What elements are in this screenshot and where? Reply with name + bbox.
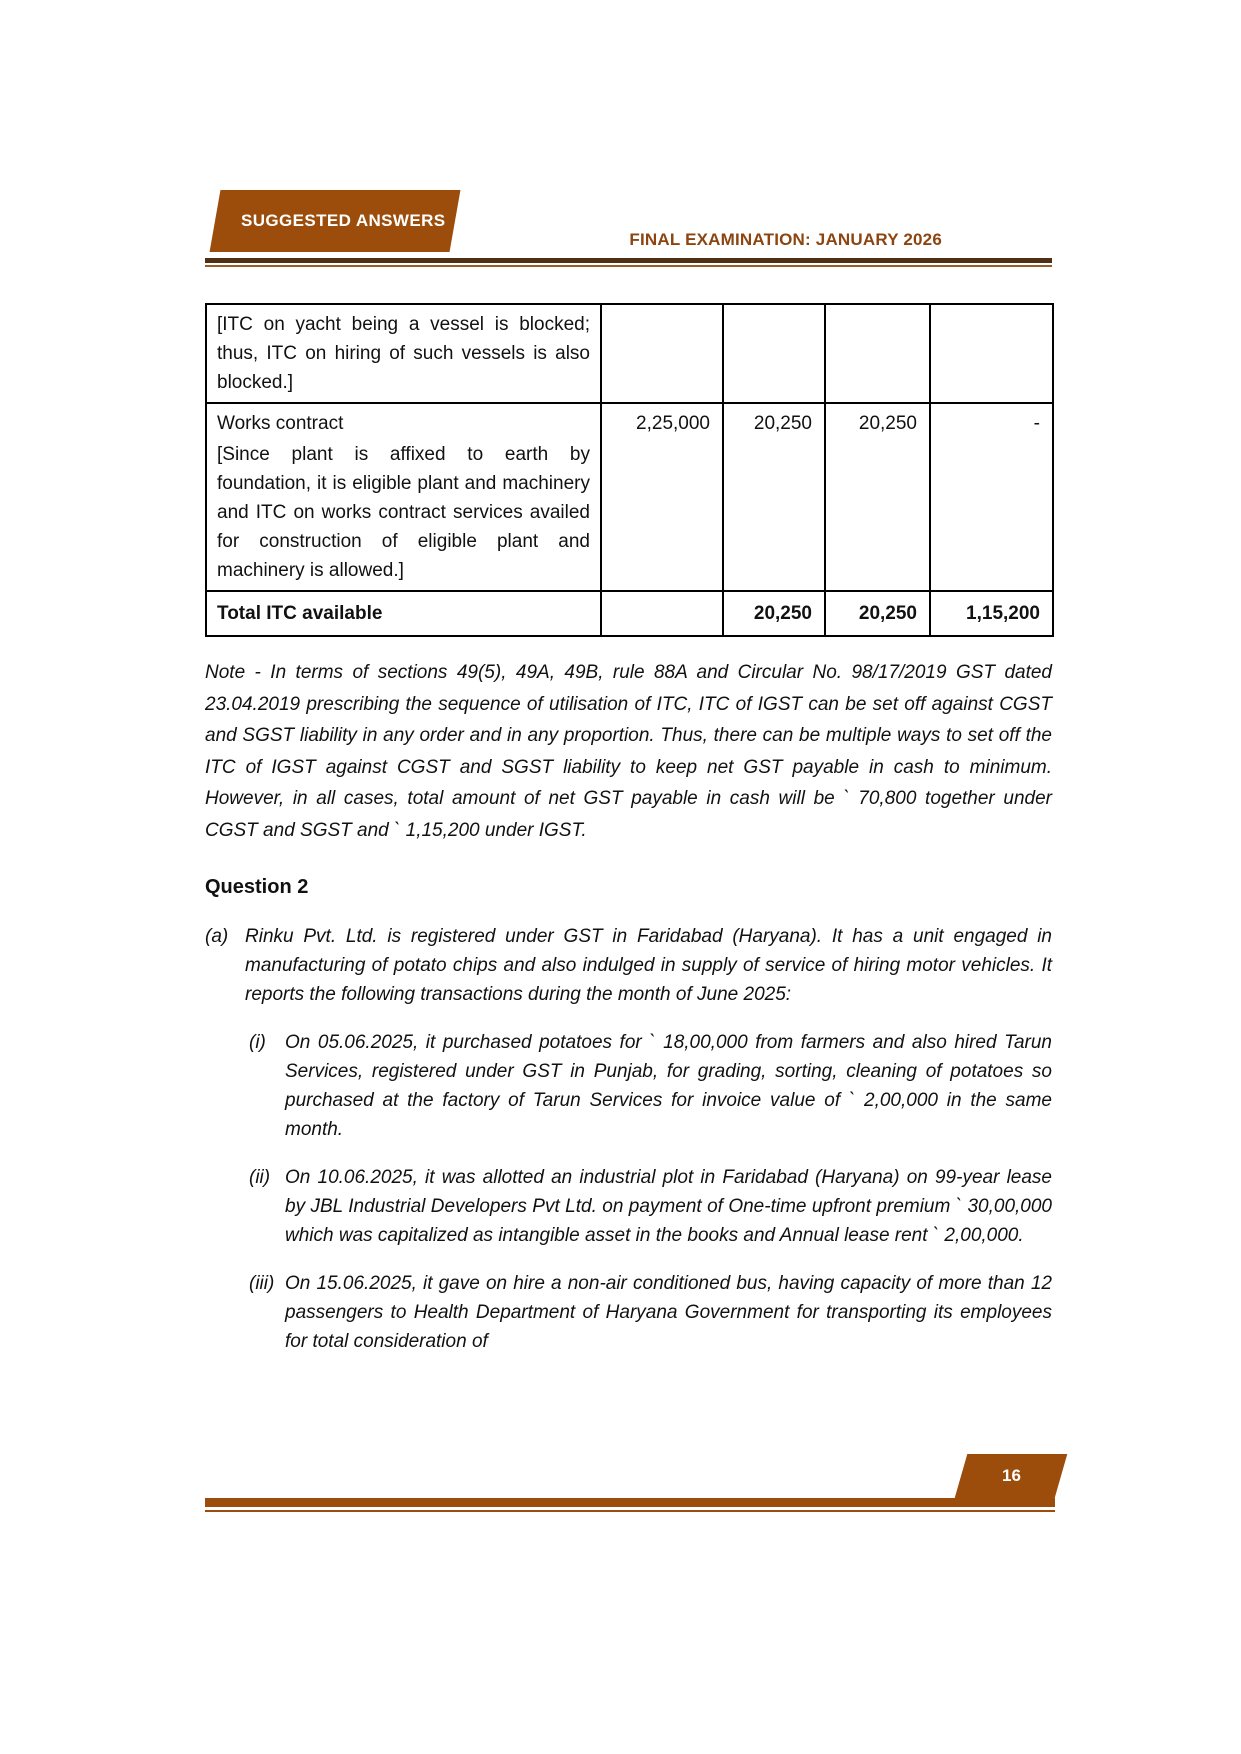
cell-description bbox=[206, 403, 601, 591]
item-label: (ii) bbox=[249, 1167, 271, 1188]
footer-rule-thick bbox=[205, 1498, 1055, 1507]
page-footer bbox=[205, 1454, 1055, 1516]
question-item-i bbox=[249, 1028, 1052, 1144]
cell-value: 2,25,000 bbox=[601, 403, 723, 591]
page-number: 16 bbox=[1001, 1466, 1021, 1485]
item-label: (i) bbox=[249, 1032, 266, 1053]
cell-value: 20,250 bbox=[825, 591, 930, 636]
question-heading: Question 2 bbox=[205, 876, 309, 898]
question-part-a bbox=[205, 922, 1052, 1009]
table-row-yacht bbox=[206, 304, 1053, 403]
cell-value: 1,15,200 bbox=[930, 591, 1053, 636]
cell-value bbox=[601, 304, 723, 403]
question-item-ii bbox=[249, 1163, 1052, 1250]
cell-value: - bbox=[930, 403, 1053, 591]
cell-value: 20,250 bbox=[723, 403, 825, 591]
itc-table bbox=[205, 303, 1054, 637]
table-row-works-contract bbox=[206, 403, 1053, 591]
suggested-answers-banner bbox=[210, 190, 461, 252]
question-item-iii bbox=[249, 1269, 1052, 1356]
table-row-total bbox=[206, 591, 1053, 636]
exam-title: FINAL EXAMINATION: JANUARY 2026 bbox=[629, 230, 942, 249]
part-label: (a) bbox=[205, 926, 229, 947]
note-paragraph: Note - In terms of sections 49(5), 49A, 49B, rule 88A and Circular No. 98/17/2019 GST dated 23.04.2019 prescribing the sequence of utilisation of ITC, ITC of IGST can be set off against CGST and SGST liability in any order and in any proportion. Thus, there can be multiple ways to set off the ITC of IGST against CGST and SGST liability to keep net GST payable in cash to minimum. However, in all cases, total amount of net GST payable in cash will be ` 70,800 together under CGST and SGST and ` 1,15,200 under IGST. bbox=[205, 662, 1052, 841]
item-label: (iii) bbox=[249, 1273, 275, 1294]
cell-description bbox=[206, 304, 601, 403]
total-label: Total ITC available bbox=[206, 591, 601, 636]
page-number-tab bbox=[955, 1454, 1068, 1498]
page-header bbox=[205, 190, 1052, 252]
works-contract-note: [Since plant is affixed to earth by foundation, it is eligible plant and machinery and ITC on works contract services availed for construction of eligible plant and machinery is allowed.] bbox=[217, 444, 590, 581]
part-text: Rinku Pvt. Ltd. is registered under GST in Faridabad (Haryana). It has a unit engaged in manufacturing of potato chips and also indulged in supply of service of hiring motor vehicles. It reports the following transactions during the month of June 2025: bbox=[245, 926, 1052, 1005]
item-text: On 05.06.2025, it purchased potatoes for ` 18,00,000 from farmers and also hired Tarun Services, registered under GST in Punjab, for grading, sorting, cleaning of potatoes so purchased at the factory of Tarun Services for invoice value of ` 2,00,000 in the same month. bbox=[285, 1032, 1052, 1140]
banner-label: SUGGESTED ANSWERS bbox=[241, 211, 446, 230]
cell-value bbox=[601, 591, 723, 636]
yacht-note-text: [ITC on yacht being a vessel is blocked; thus, ITC on hiring of such vessels is also blocked.] bbox=[217, 314, 590, 393]
item-text: On 15.06.2025, it gave on hire a non-air conditioned bus, having capacity of more than 12 passengers to Health Department of Haryana Government for transporting its employees for total consideration of bbox=[285, 1273, 1052, 1352]
cell-value: 20,250 bbox=[723, 591, 825, 636]
page-content bbox=[205, 0, 1052, 1356]
cell-value bbox=[930, 304, 1053, 403]
cell-value bbox=[723, 304, 825, 403]
footer-rule-thin bbox=[205, 1510, 1055, 1512]
item-text: On 10.06.2025, it was allotted an industrial plot in Faridabad (Haryana) on 99-year lease by JBL Industrial Developers Pvt Ltd. on payment of One-time upfront premium ` 30,00,000 which was capitalized as intangible asset in the books and Annual lease rent ` 2,00,000. bbox=[285, 1167, 1052, 1246]
cell-value: 20,250 bbox=[825, 403, 930, 591]
cell-value bbox=[825, 304, 930, 403]
header-rule bbox=[205, 258, 1052, 267]
works-contract-title: Works contract bbox=[217, 413, 344, 434]
